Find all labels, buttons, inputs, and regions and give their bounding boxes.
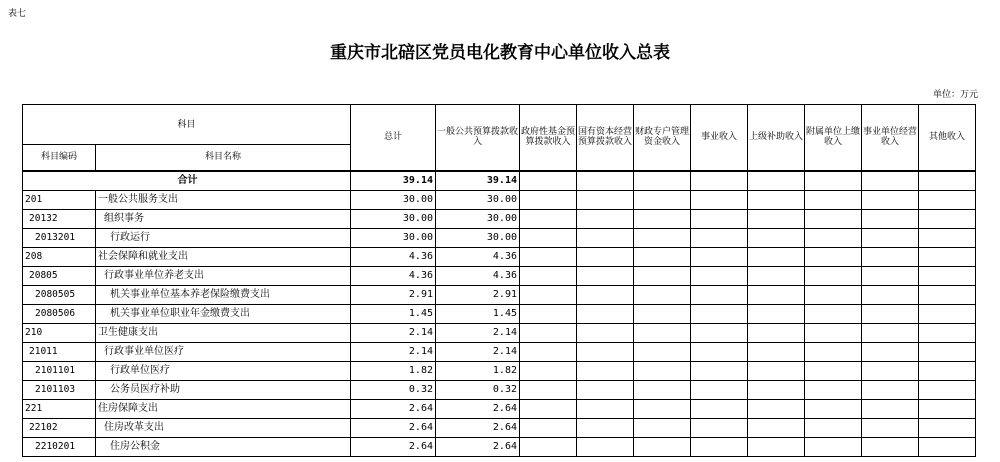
- header-general-budget: 一般公共预算拨款收入: [436, 105, 520, 171]
- empty-cell: [805, 266, 862, 285]
- empty-cell: [634, 418, 691, 437]
- unit-label: 单位：万元: [932, 90, 978, 100]
- empty-cell: [634, 342, 691, 361]
- empty-cell: [691, 437, 748, 456]
- empty-cell: [919, 399, 976, 418]
- total-cell: 30.00: [351, 209, 436, 228]
- empty-cell: [634, 247, 691, 266]
- empty-cell: [577, 228, 634, 247]
- table-row: [23, 437, 976, 456]
- general-budget-cell: 30.00: [436, 190, 520, 209]
- table-row: [23, 266, 976, 285]
- empty-cell: [805, 247, 862, 266]
- empty-cell: [805, 209, 862, 228]
- empty-cell: [691, 228, 748, 247]
- general-budget-cell: 0.32: [436, 380, 520, 399]
- empty-cell: [862, 247, 919, 266]
- empty-cell: [691, 342, 748, 361]
- subject-name: 社会保障和就业支出: [96, 247, 351, 266]
- subject-code: 2080506: [23, 304, 96, 323]
- general-budget-cell: 2.14: [436, 323, 520, 342]
- header-state-capital: 国有资本经营预算拨款收入: [577, 105, 634, 171]
- empty-cell: [805, 399, 862, 418]
- table-row: [23, 209, 976, 228]
- empty-cell: [634, 285, 691, 304]
- empty-cell: [748, 380, 805, 399]
- empty-cell: [748, 247, 805, 266]
- empty-cell: [577, 190, 634, 209]
- empty-cell: [634, 380, 691, 399]
- empty-cell: [577, 304, 634, 323]
- subject-name: 住房公积金: [96, 437, 351, 456]
- general-budget-cell: 2.14: [436, 342, 520, 361]
- empty-cell: [577, 437, 634, 456]
- empty-cell: [748, 323, 805, 342]
- empty-cell: [520, 266, 577, 285]
- empty-cell: [691, 247, 748, 266]
- empty-cell: [634, 171, 691, 191]
- empty-cell: [919, 304, 976, 323]
- empty-cell: [691, 171, 748, 191]
- empty-cell: [919, 247, 976, 266]
- empty-cell: [862, 209, 919, 228]
- empty-cell: [634, 304, 691, 323]
- total-cell: 1.82: [351, 361, 436, 380]
- total-cell: 2.64: [351, 437, 436, 456]
- empty-cell: [520, 342, 577, 361]
- table-row: [23, 418, 976, 437]
- empty-cell: [577, 285, 634, 304]
- total-cell: 2.64: [351, 399, 436, 418]
- empty-cell: [919, 228, 976, 247]
- header-operating-income: 事业单位经营收入: [862, 105, 919, 171]
- header-superior-subsidy: 上级补助收入: [748, 105, 805, 171]
- empty-cell: [748, 171, 805, 191]
- empty-cell: [634, 399, 691, 418]
- empty-cell: [919, 209, 976, 228]
- empty-cell: [919, 171, 976, 191]
- empty-cell: [862, 228, 919, 247]
- empty-cell: [748, 304, 805, 323]
- empty-cell: [919, 418, 976, 437]
- total-cell: 39.14: [351, 171, 436, 191]
- empty-cell: [520, 247, 577, 266]
- empty-cell: [862, 190, 919, 209]
- empty-cell: [748, 399, 805, 418]
- empty-cell: [634, 266, 691, 285]
- table-row: [23, 361, 976, 380]
- empty-cell: [634, 437, 691, 456]
- general-budget-cell: 2.64: [436, 437, 520, 456]
- total-cell: 30.00: [351, 228, 436, 247]
- subject-code: 20805: [23, 266, 96, 285]
- empty-cell: [919, 190, 976, 209]
- header-fiscal-special: 财政专户管理资金收入: [634, 105, 691, 171]
- empty-cell: [862, 171, 919, 191]
- header-gov-fund: 政府性基金预算拨款收入: [520, 105, 577, 171]
- subject-name: 一般公共服务支出: [96, 190, 351, 209]
- subject-name: 行政事业单位医疗: [96, 342, 351, 361]
- table-row: [23, 323, 976, 342]
- empty-cell: [577, 247, 634, 266]
- table-row: [23, 399, 976, 418]
- empty-cell: [862, 380, 919, 399]
- empty-cell: [577, 380, 634, 399]
- empty-cell: [748, 361, 805, 380]
- general-budget-cell: 30.00: [436, 209, 520, 228]
- empty-cell: [577, 418, 634, 437]
- empty-cell: [805, 361, 862, 380]
- total-row: [23, 171, 976, 191]
- empty-cell: [577, 323, 634, 342]
- total-cell: 2.64: [351, 418, 436, 437]
- total-cell: 0.32: [351, 380, 436, 399]
- general-budget-cell: 2.91: [436, 285, 520, 304]
- empty-cell: [520, 171, 577, 191]
- header-total: 总计: [351, 105, 436, 171]
- general-budget-cell: 4.36: [436, 247, 520, 266]
- empty-cell: [577, 399, 634, 418]
- subject-name: 机关事业单位职业年金缴费支出: [96, 304, 351, 323]
- total-cell: 30.00: [351, 190, 436, 209]
- empty-cell: [577, 342, 634, 361]
- empty-cell: [805, 380, 862, 399]
- general-budget-cell: 1.45: [436, 304, 520, 323]
- table-row: [23, 342, 976, 361]
- subject-code: 2101103: [23, 380, 96, 399]
- subject-name: 住房改革支出: [96, 418, 351, 437]
- subject-code: 20132: [23, 209, 96, 228]
- empty-cell: [634, 361, 691, 380]
- subject-name: 行政事业单位养老支出: [96, 266, 351, 285]
- total-cell: 1.45: [351, 304, 436, 323]
- general-budget-cell: 30.00: [436, 228, 520, 247]
- empty-cell: [805, 437, 862, 456]
- empty-cell: [520, 285, 577, 304]
- empty-cell: [520, 361, 577, 380]
- empty-cell: [919, 323, 976, 342]
- subject-name: 行政运行: [96, 228, 351, 247]
- subject-code: 22102: [23, 418, 96, 437]
- subject-code: 2080505: [23, 285, 96, 304]
- empty-cell: [520, 304, 577, 323]
- subject-code: 2013201: [23, 228, 96, 247]
- empty-cell: [577, 209, 634, 228]
- empty-cell: [691, 209, 748, 228]
- empty-cell: [805, 190, 862, 209]
- subject-code: 2101101: [23, 361, 96, 380]
- empty-cell: [862, 304, 919, 323]
- total-cell: 2.91: [351, 285, 436, 304]
- empty-cell: [862, 437, 919, 456]
- empty-cell: [691, 304, 748, 323]
- table-row: [23, 285, 976, 304]
- empty-cell: [862, 323, 919, 342]
- empty-cell: [919, 361, 976, 380]
- subject-code: 201: [23, 190, 96, 209]
- general-budget-cell: 4.36: [436, 266, 520, 285]
- general-budget-cell: 39.14: [436, 171, 520, 191]
- empty-cell: [691, 418, 748, 437]
- subject-name: 组织事务: [96, 209, 351, 228]
- empty-cell: [805, 228, 862, 247]
- empty-cell: [748, 209, 805, 228]
- income-summary-table: [22, 104, 976, 457]
- table-row: [23, 380, 976, 399]
- empty-cell: [748, 228, 805, 247]
- empty-cell: [748, 190, 805, 209]
- total-label: 合计: [23, 171, 351, 191]
- general-budget-cell: 2.64: [436, 418, 520, 437]
- general-budget-cell: 1.82: [436, 361, 520, 380]
- empty-cell: [520, 228, 577, 247]
- table-row: [23, 247, 976, 266]
- total-cell: 4.36: [351, 266, 436, 285]
- table-row: [23, 190, 976, 209]
- table-row: [23, 304, 976, 323]
- empty-cell: [691, 323, 748, 342]
- subject-code: 208: [23, 247, 96, 266]
- subject-code: 2210201: [23, 437, 96, 456]
- empty-cell: [919, 342, 976, 361]
- empty-cell: [748, 418, 805, 437]
- empty-cell: [691, 266, 748, 285]
- empty-cell: [862, 418, 919, 437]
- empty-cell: [691, 380, 748, 399]
- empty-cell: [520, 418, 577, 437]
- subject-code: 210: [23, 323, 96, 342]
- empty-cell: [805, 418, 862, 437]
- empty-cell: [805, 285, 862, 304]
- empty-cell: [919, 380, 976, 399]
- empty-cell: [805, 304, 862, 323]
- empty-cell: [520, 190, 577, 209]
- empty-cell: [862, 342, 919, 361]
- empty-cell: [577, 361, 634, 380]
- empty-cell: [805, 323, 862, 342]
- header-business-income: 事业收入: [691, 105, 748, 171]
- empty-cell: [919, 266, 976, 285]
- empty-cell: [520, 209, 577, 228]
- empty-cell: [805, 342, 862, 361]
- empty-cell: [862, 285, 919, 304]
- header-subject-code: 科目编码: [23, 145, 96, 171]
- header-other-income: 其他收入: [919, 105, 976, 171]
- empty-cell: [748, 342, 805, 361]
- general-budget-cell: 2.64: [436, 399, 520, 418]
- empty-cell: [577, 266, 634, 285]
- header-subject-name: 科目名称: [96, 145, 351, 171]
- empty-cell: [577, 171, 634, 191]
- empty-cell: [748, 285, 805, 304]
- empty-cell: [691, 399, 748, 418]
- subject-name: 机关事业单位基本养老保险缴费支出: [96, 285, 351, 304]
- header-subject: 科目: [23, 105, 351, 145]
- table-number-tag: 表七: [8, 9, 27, 19]
- empty-cell: [862, 266, 919, 285]
- total-cell: 2.14: [351, 342, 436, 361]
- empty-cell: [520, 437, 577, 456]
- empty-cell: [691, 285, 748, 304]
- subject-code: 221: [23, 399, 96, 418]
- subject-name: 行政单位医疗: [96, 361, 351, 380]
- subject-name: 住房保障支出: [96, 399, 351, 418]
- total-cell: 2.14: [351, 323, 436, 342]
- page-title: 重庆市北碚区党员电化教育中心单位收入总表: [330, 43, 670, 63]
- empty-cell: [691, 190, 748, 209]
- empty-cell: [748, 437, 805, 456]
- empty-cell: [520, 323, 577, 342]
- empty-cell: [919, 285, 976, 304]
- table-row: [23, 228, 976, 247]
- empty-cell: [634, 209, 691, 228]
- empty-cell: [862, 361, 919, 380]
- empty-cell: [634, 228, 691, 247]
- empty-cell: [862, 399, 919, 418]
- empty-cell: [634, 190, 691, 209]
- empty-cell: [520, 399, 577, 418]
- subject-name: 公务员医疗补助: [96, 380, 351, 399]
- empty-cell: [805, 171, 862, 191]
- total-cell: 4.36: [351, 247, 436, 266]
- subject-name: 卫生健康支出: [96, 323, 351, 342]
- empty-cell: [691, 361, 748, 380]
- subject-code: 21011: [23, 342, 96, 361]
- header-affiliated-income: 附属单位上缴收入: [805, 105, 862, 171]
- empty-cell: [520, 380, 577, 399]
- empty-cell: [919, 437, 976, 456]
- empty-cell: [634, 323, 691, 342]
- empty-cell: [748, 266, 805, 285]
